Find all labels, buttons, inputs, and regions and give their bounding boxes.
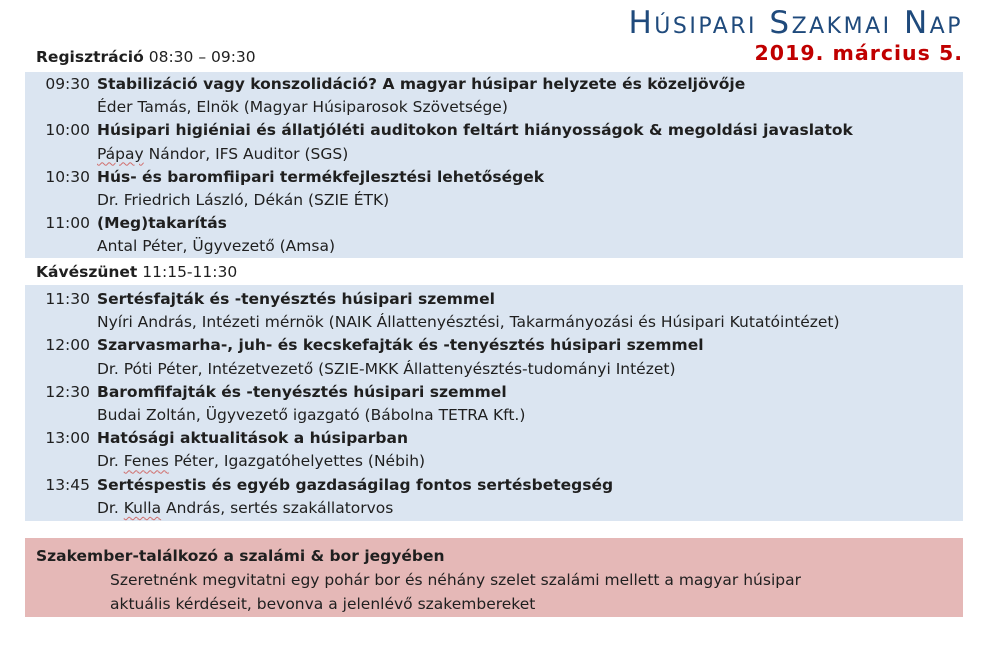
talk-row [25, 119, 963, 165]
coffee-break-line [36, 261, 237, 283]
talk-speaker: Éder Tamás, Elnök (Magyar Húsiparosok Szövetsége) [97, 98, 508, 117]
talk-head [25, 166, 963, 189]
talk-row [25, 427, 963, 473]
talk-time: 09:30 [45, 75, 90, 93]
event-title: Húsipari Szakmai Nap [628, 5, 963, 41]
talk-speaker: Dr. Friedrich László, Dékán (SZIE ÉTK) [97, 191, 390, 210]
spellcheck-underline: Fenes [123, 452, 169, 471]
closing-event-block [25, 538, 963, 617]
talk-time: 12:30 [45, 382, 90, 401]
closing-title: Szakember-találkozó a szalámi & bor jegyében [36, 547, 445, 565]
midday-session-block [25, 285, 963, 521]
talk-head [25, 474, 963, 497]
talk-time: 11:30 [45, 290, 90, 308]
closing-description-line: Szeretnénk megvitatni egy pohár bor és néhány szelet szalámi mellett a magyar húsipar [110, 571, 801, 589]
morning-session-block [25, 72, 963, 258]
talk-row [25, 381, 963, 427]
talk-speaker: Dr. Póti Péter, Intézetvezető (SZIE-MKK Állattenyésztés-tudományi Intézet) [97, 359, 676, 378]
talk-row [25, 212, 963, 258]
talk-row [25, 166, 963, 212]
spellcheck-underline: Pápay [97, 144, 144, 163]
talk-speaker: Dr. Kulla András, sertés szakállatorvos [97, 498, 394, 517]
talk-row [25, 73, 963, 119]
talk-title: Hús- és baromfiipari termékfejlesztési lehetőségek [97, 167, 545, 186]
talk-row [25, 474, 963, 520]
talk-speaker: Dr. Fenes Péter, Igazgatóhelyettes (Nébih) [97, 452, 426, 471]
talk-speaker: Pápay Nándor, IFS Auditor (SGS) [97, 144, 349, 163]
talk-title: Húsipari higiéniai és állatjóléti auditokon feltárt hiányosságok & megoldási javaslatok [97, 121, 853, 140]
registration-label: Regisztráció [36, 48, 144, 66]
talk-head [25, 212, 963, 235]
talk-title: Baromfifajták és -tenyésztés húsipari szemmel [97, 382, 507, 401]
talk-head [25, 334, 963, 357]
talk-title: Szarvasmarha-, juh- és kecskefajták és -tenyésztés húsipari szemmel [97, 336, 704, 355]
coffee-break-time: 11:15-11:30 [142, 263, 238, 281]
talk-head [25, 381, 963, 404]
talk-title: Sertéspestis és egyéb gazdaságilag fontos sertésbetegség [97, 475, 614, 494]
registration-line [36, 47, 256, 68]
talk-speaker: Nyíri András, Intézeti mérnök (NAIK Állattenyésztési, Takarmányozási és Húsipari Kutatóintézet) [97, 313, 840, 332]
talk-speaker: Antal Péter, Ügyvezető (Amsa) [97, 237, 336, 256]
talk-head [25, 119, 963, 142]
talk-time: 13:00 [45, 429, 90, 448]
talk-time: 13:45 [45, 475, 90, 494]
spellcheck-underline: Kulla [123, 498, 162, 517]
talk-title: Hatósági aktualitások a húsiparban [97, 429, 408, 448]
talk-time: 10:30 [45, 167, 90, 186]
talk-title: Sertésfajták és -tenyésztés húsipari szemmel [97, 290, 495, 308]
talk-head [25, 427, 963, 450]
closing-description-line: aktuális kérdéseit, bevonva a jelenlévő szakembereket [110, 595, 536, 613]
talk-title: (Meg)takarítás [97, 214, 227, 233]
talk-time: 12:00 [45, 336, 90, 355]
coffee-break-label: Kávészünet [36, 263, 138, 281]
talk-title: Stabilizáció vagy konszolidáció? A magyar húsipar helyzete és közeljövője [97, 75, 746, 93]
registration-time: 08:30 – 09:30 [148, 48, 256, 66]
talk-row [25, 334, 963, 380]
talk-speaker: Budai Zoltán, Ügyvezető igazgató (Bábolna TETRA Kft.) [97, 406, 526, 425]
talk-head [25, 288, 963, 311]
talk-time: 11:00 [45, 214, 90, 233]
talk-time: 10:00 [45, 121, 90, 140]
talk-head [25, 73, 963, 96]
event-date: 2019. március 5. [754, 41, 963, 65]
talk-row [25, 288, 963, 334]
